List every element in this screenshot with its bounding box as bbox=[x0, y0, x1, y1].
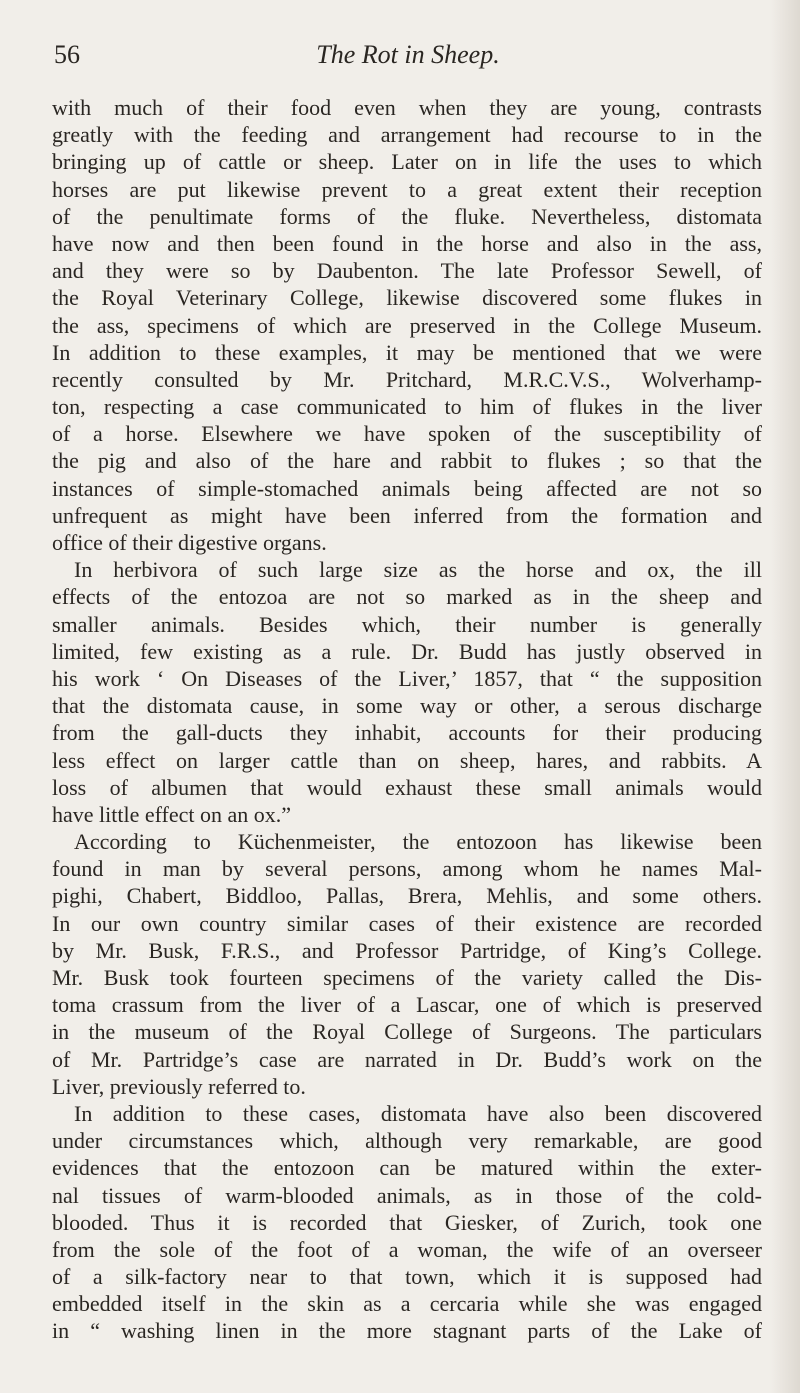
text-line: the ass, specimens of which are preserved in the College Museum. bbox=[52, 312, 762, 338]
text-line: Liver, previously referred to. bbox=[52, 1073, 306, 1099]
text-line: from the sole of the foot of a woman, the wife of an overseer bbox=[52, 1236, 762, 1262]
text-line: bringing up of cattle or sheep. Later on in life the uses to which bbox=[52, 149, 762, 175]
text-line: from the gall-ducts they inhabit, accounts for their producing bbox=[52, 720, 762, 746]
text-line: of a horse. Elsewhere we have spoken of the susceptibility of bbox=[52, 421, 762, 447]
text-line: the Royal Veterinary College, likewise discovered some flukes in bbox=[52, 285, 762, 311]
text-line: unfrequent as might have been inferred from the formation and bbox=[52, 502, 762, 528]
text-line: instances of simple-stomached animals being affected are not so bbox=[52, 475, 762, 501]
text-line: found in man by several persons, among whom he names Mal- bbox=[52, 856, 762, 882]
text-line: in the museum of the Royal College of Surgeons. The particulars bbox=[52, 1019, 762, 1045]
text-line: toma crassum from the liver of a Lascar, one of which is preserved bbox=[52, 992, 762, 1018]
text-line: embedded itself in the skin as a cercaria while she was engaged bbox=[52, 1291, 762, 1317]
text-line: effects of the entozoa are not so marked as in the sheep and bbox=[52, 584, 762, 610]
text-line: office of their digestive organs. bbox=[52, 530, 327, 555]
text-line: have little effect on an ox.” bbox=[52, 801, 292, 827]
text-line: that the distomata cause, in some way or other, a serous discharge bbox=[52, 693, 762, 719]
text-line: smaller animals. Besides which, their number is generally bbox=[52, 611, 762, 637]
body-text bbox=[52, 94, 762, 1345]
text-line: According to Küchenmeister, the entozoon has likewise been bbox=[74, 829, 762, 855]
text-line: and they were so by Daubenton. The late Professor Sewell, of bbox=[52, 258, 762, 284]
text-line: In herbivora of such large size as the horse and ox, the ill bbox=[74, 557, 762, 583]
text-line: with much of their food even when they are young, contrasts bbox=[52, 95, 762, 120]
text-line: under circumstances which, although very remarkable, are good bbox=[52, 1128, 762, 1154]
text-line: limited, few existing as a rule. Dr. Budd has justly observed in bbox=[52, 638, 762, 664]
text-line: In our own country similar cases of their existence are recorded bbox=[52, 910, 762, 936]
text-line: have now and then been found in the horse and also in the ass, bbox=[52, 230, 762, 256]
text-line: pighi, Chabert, Biddloo, Pallas, Brera, Mehlis, and some others. bbox=[52, 883, 762, 909]
text-line: his work ‘ On Diseases of the Liver,’ 1857, that “ the supposition bbox=[52, 665, 762, 691]
text-line: horses are put likewise prevent to a great extent their reception bbox=[52, 176, 762, 202]
text-line: less effect on larger cattle than on sheep, hares, and rabbits. A bbox=[52, 747, 762, 773]
text-line: Mr. Busk took fourteen specimens of the variety called the Dis- bbox=[52, 965, 762, 990]
text-line: loss of albumen that would exhaust these small animals would bbox=[52, 774, 762, 800]
running-head bbox=[54, 38, 762, 72]
text-line: in “ washing linen in the more stagnant parts of the Lake of bbox=[52, 1318, 762, 1344]
text-line: recently consulted by Mr. Pritchard, M.R.C.V.S., Wolverhamp- bbox=[52, 366, 762, 392]
page-edge-shadow bbox=[770, 0, 800, 1393]
text-line: greatly with the feeding and arrangement had recourse to in the bbox=[52, 122, 762, 148]
text-line: In addition to these examples, it may be mentioned that we were bbox=[52, 339, 762, 365]
text-line: nal tissues of warm-blooded animals, as in those of the cold- bbox=[52, 1182, 762, 1208]
text-line: blooded. Thus it is recorded that Giesker, of Zurich, took one bbox=[52, 1209, 762, 1235]
text-line: of the penultimate forms of the fluke. Nevertheless, distomata bbox=[52, 203, 762, 229]
text-line: by Mr. Busk, F.R.S., and Professor Partridge, of King’s College. bbox=[52, 937, 762, 963]
text-line: evidences that the entozoon can be matured within the exter- bbox=[52, 1155, 762, 1181]
text-line: of Mr. Partridge’s case are narrated in Dr. Budd’s work on the bbox=[52, 1046, 762, 1072]
page-number: 56 bbox=[54, 40, 80, 69]
text-line: of a silk-factory near to that town, which it is supposed had bbox=[52, 1264, 762, 1290]
text-line: In addition to these cases, distomata have also been discovered bbox=[74, 1100, 762, 1126]
text-line: ton, respecting a case communicated to him of flukes in the liver bbox=[52, 394, 762, 420]
text-line: the pig and also of the hare and rabbit to flukes ; so that the bbox=[52, 448, 762, 474]
running-title: The Rot in Sheep. bbox=[316, 40, 500, 69]
